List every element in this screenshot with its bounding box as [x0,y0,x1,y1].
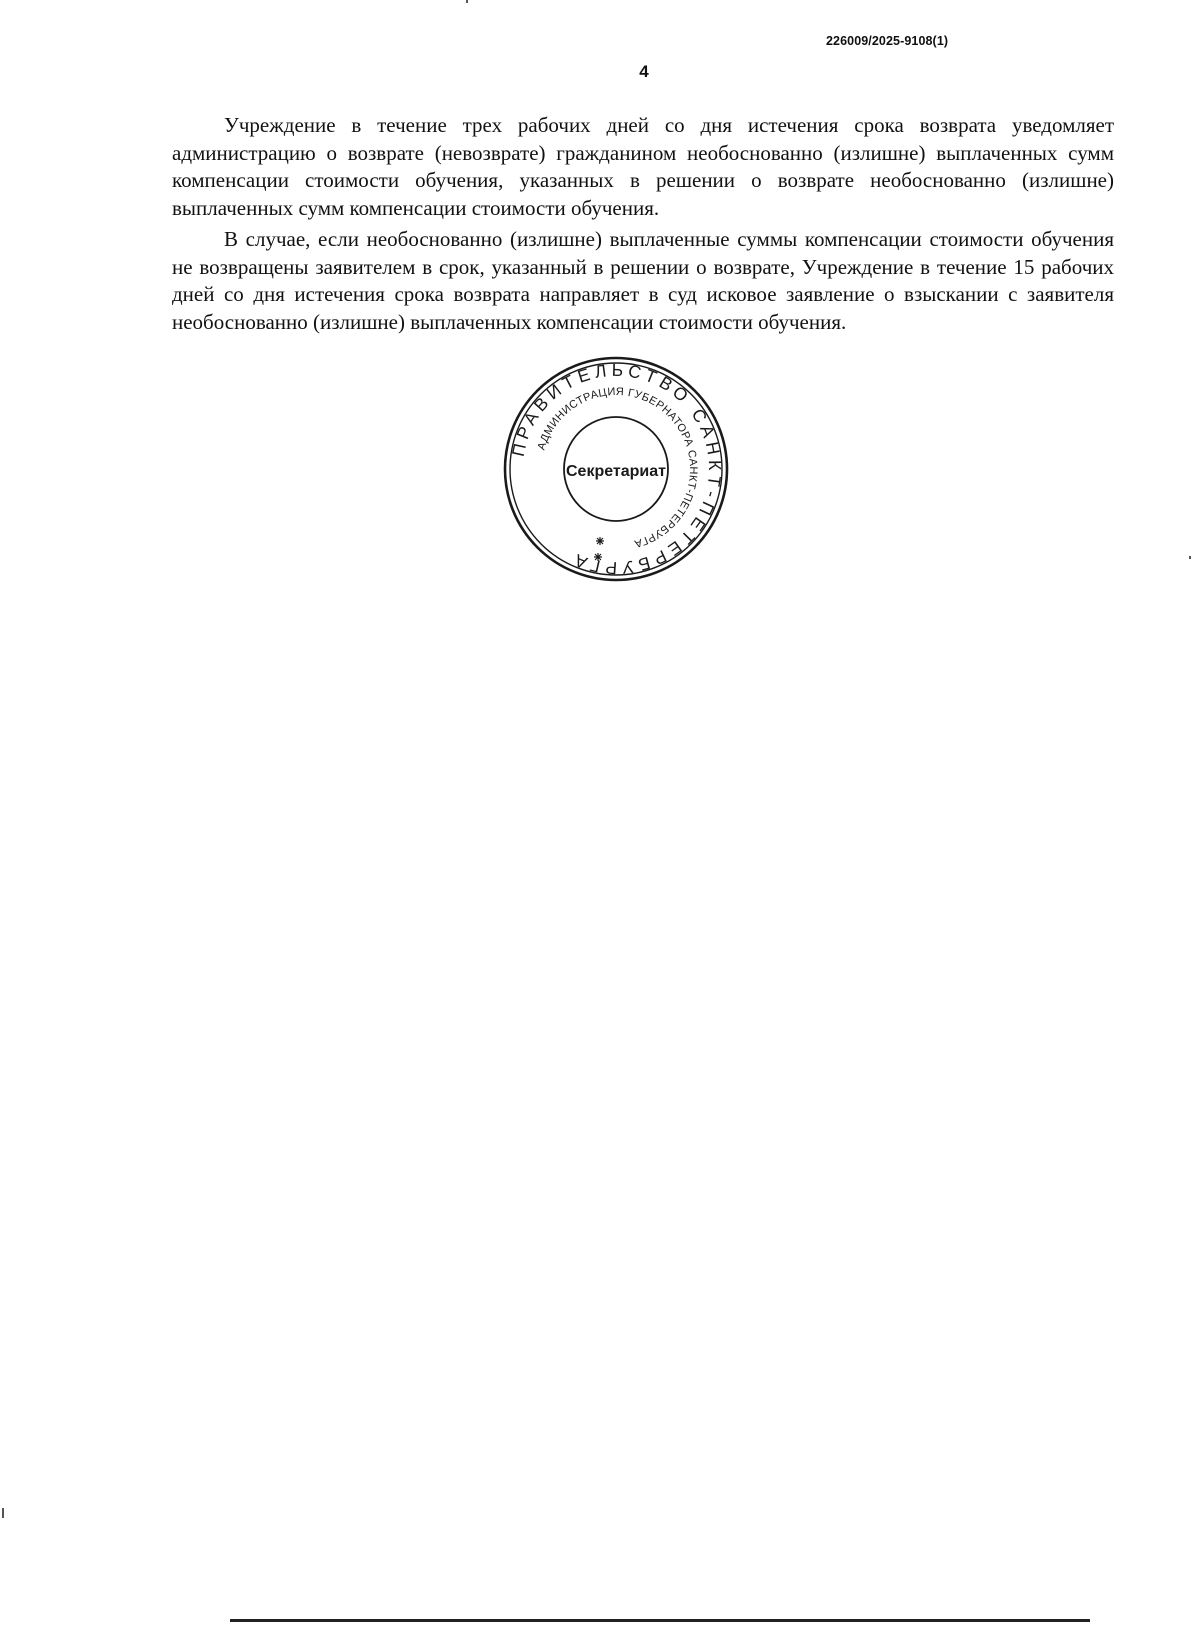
scan-bottom-edge [230,1619,1090,1622]
page-number: 4 [639,62,649,81]
paragraph-2: В случае, если необоснованно (излишне) выплаченные суммы компенсации стоимости обучения не возвращены заявителем в срок, указанный в решении о возврате, Учреждение в течение 15 рабочих дней со дня истечения срока возврата направляет в суд исковое заявление о взыскании с заявителя необоснованно (излишне) выплаченных компенсации стоимости обучения. [172,227,1114,334]
seal-star-icon [596,537,604,545]
document-number: 226009/2025-9108(1) [826,34,949,48]
seal-star-icon [594,553,602,561]
scan-artifact [1189,556,1191,559]
seal-outer-text: ПРАВИТЕЛЬСТВО САНКТ-ПЕТЕРБУРГА [507,359,726,579]
scan-artifact [2,1508,4,1518]
seal-icon [503,356,729,582]
paragraph-1: Учреждение в течение трех рабочих дней со дня истечения срока возврата уведомляет администрацию о возврате (невозврате) гражданином необоснованно (излишне) выплаченных сумм компенсации стоимости обучения, указанных в решении о возврате необоснованно (излишне) выплаченных сумм компенсации стоимости обучения. [172,113,1114,220]
document-body [172,112,1114,340]
official-seal [503,356,729,582]
seal-center-text: Секретариат [566,463,666,480]
seal-inner-text: АДМИНИСТРАЦИЯ ГУБЕРНАТОРА САНКТ-ПЕТЕРБУРГА [535,385,700,550]
scan-artifact [466,0,468,3]
